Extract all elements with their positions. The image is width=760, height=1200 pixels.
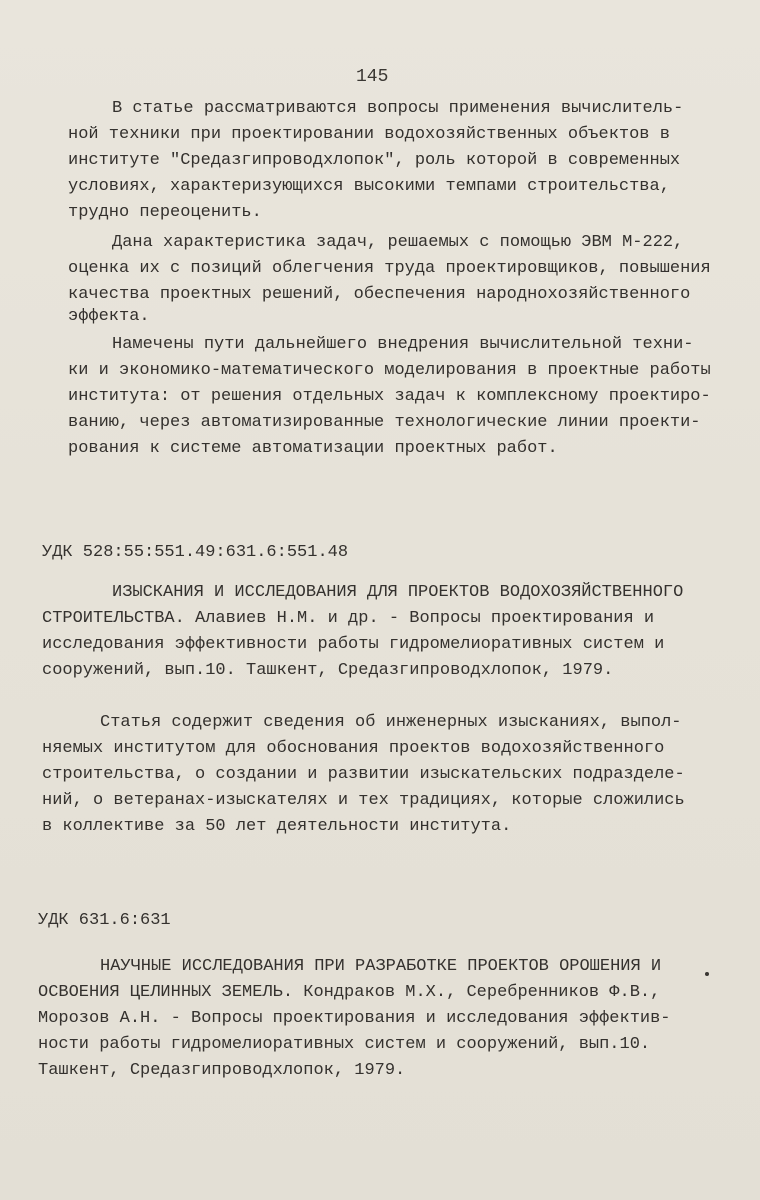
abstract-1-line: ки и экономико-математического моделирования в проектные работы: [68, 361, 711, 380]
citation-line: ОСВОЕНИЯ ЦЕЛИННЫХ ЗЕМЕЛЬ. Кондраков М.Х., Серебренников Ф.В.,: [38, 983, 661, 1002]
abstract-line: в коллективе за 50 лет деятельности института.: [42, 817, 512, 836]
citation-line: сооружений, вып.10. Ташкент, Средазгипроводхлопок, 1979.: [42, 661, 614, 680]
abstract-line: ний, о ветеранах-изыскателях и тех традициях, которые сложились: [42, 791, 685, 810]
abstract-1-line: ванию, через автоматизированные технологические линии проекти-: [68, 413, 701, 432]
abstract-1-line: оценка их с позиций облегчения труда проектировщиков, повышения: [68, 259, 711, 278]
abstract-1-line: института: от решения отдельных задач к комплексному проектиро-: [68, 387, 711, 406]
citation-line: Морозов А.Н. - Вопросы проектирования и исследования эффектив-: [38, 1009, 671, 1028]
citation-line: НАУЧНЫЕ ИССЛЕДОВАНИЯ ПРИ РАЗРАБОТКЕ ПРОЕКТОВ ОРОШЕНИЯ И: [100, 957, 662, 976]
abstract-1-line: институте "Средазгипроводхлопок", роль которой в современных: [68, 151, 681, 170]
citation-line: ности работы гидромелиоративных систем и сооружений, вып.10.: [38, 1035, 651, 1054]
page-number: 145: [356, 67, 389, 87]
citation-line: исследования эффективности работы гидромелиоративных систем и: [42, 635, 665, 654]
abstract-1-line: трудно переоценить.: [68, 203, 262, 222]
abstract-1-line: рования к системе автоматизации проектных работ.: [68, 439, 558, 458]
abstract-1-line: качества проектных решений, обеспечения народнохозяйственного: [68, 285, 691, 304]
citation-line: СТРОИТЕЛЬСТВА. Алавиев Н.М. и др. - Вопросы проектирования и: [42, 609, 655, 628]
abstract-1-line: условиях, характеризующихся высокими темпами строительства,: [68, 177, 670, 196]
udk-code: УДК 631.6:631: [38, 911, 171, 930]
abstract-line: Статья содержит сведения об инженерных изысканиях, выпол-: [100, 713, 682, 732]
ink-dot: [705, 972, 709, 976]
abstract-1-line: Дана характеристика задач, решаемых с помощью ЭВМ М-222,: [112, 233, 684, 252]
udk-code: УДК 528:55:551.49:631.6:551.48: [42, 543, 349, 562]
abstract-1-line: В статье рассматриваются вопросы применения вычислитель-: [112, 99, 684, 118]
abstract-1-line: ной техники при проектировании водохозяйственных объектов в: [68, 125, 670, 144]
abstract-line: строительства, о создании и развитии изыскательских подразделе-: [42, 765, 685, 784]
citation-line: Ташкент, Средазгипроводхлопок, 1979.: [38, 1061, 406, 1080]
abstract-1-line: эффекта.: [68, 307, 150, 326]
abstract-line: няемых институтом для обоснования проектов водохозяйственного: [42, 739, 665, 758]
abstract-1-line: Намечены пути дальнейшего внедрения вычислительной техни-: [112, 335, 694, 354]
citation-line: ИЗЫСКАНИЯ И ИССЛЕДОВАНИЯ ДЛЯ ПРОЕКТОВ ВОДОХОЗЯЙСТВЕННОГО: [112, 583, 684, 602]
